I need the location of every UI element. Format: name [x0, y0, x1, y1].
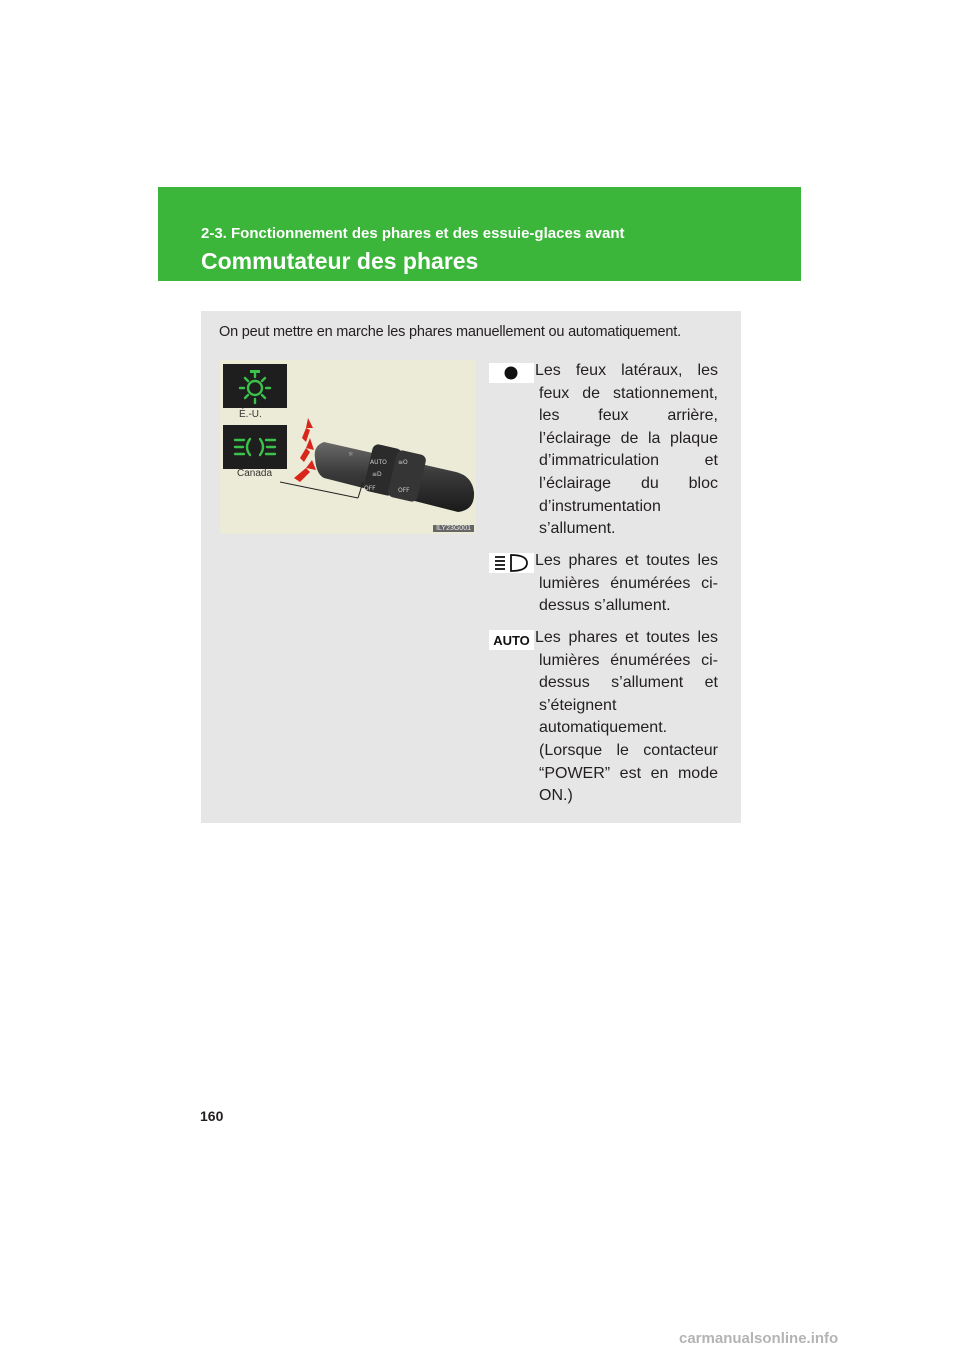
list-item: [489, 360, 718, 541]
svg-text:≡D: ≡D: [372, 471, 382, 478]
page-number: 160: [200, 1108, 224, 1124]
svg-text:OFF: OFF: [364, 485, 376, 492]
item-description: Les phares et toutes les lumières énumérées ci-dessus s’allument et s’éteignent automatiquement. (Lorsque le contacteur “POWER” est en mode ON.): [535, 629, 718, 805]
watermark: carmanualsonline.info: [679, 1330, 839, 1347]
svg-text:OFF: OFF: [398, 487, 410, 494]
svg-text:AUTO: AUTO: [370, 459, 387, 466]
svg-text:☼: ☼: [348, 451, 354, 458]
section-label: 2-3. Fonctionnement des phares et des essuie-glaces avant: [201, 225, 625, 242]
page-title: Commutateur des phares: [201, 248, 479, 274]
item-description: Les feux latéraux, les feux de stationnement, les feux arrière, l’éclairage de la plaque d’immatriculation et l’éclairage du bloc d’instrumentation s’allument.: [535, 362, 718, 538]
intro-text: On peut mettre en marche les phares manuellement ou automatiquement.: [219, 324, 681, 340]
tail-light-icon: [489, 363, 534, 383]
switch-lever-drawing: [220, 360, 476, 534]
headlight-icon: [489, 553, 534, 573]
content-panel: [201, 311, 741, 823]
item-description: Les phares et toutes les lumières énumérées ci-dessus s’allument.: [535, 552, 718, 615]
list-item: [489, 627, 718, 808]
svg-text:≡O: ≡O: [398, 459, 408, 466]
list-item: [489, 550, 718, 618]
canada-label: Canada: [237, 468, 273, 479]
usa-label: É.-U.: [239, 409, 262, 420]
auto-icon: [489, 630, 534, 650]
headlight-switch-illustration: [220, 360, 476, 534]
auto-icon-text: AUTO: [493, 633, 530, 648]
figure-code: ILY23G001: [433, 525, 474, 532]
section-header: [158, 187, 801, 281]
